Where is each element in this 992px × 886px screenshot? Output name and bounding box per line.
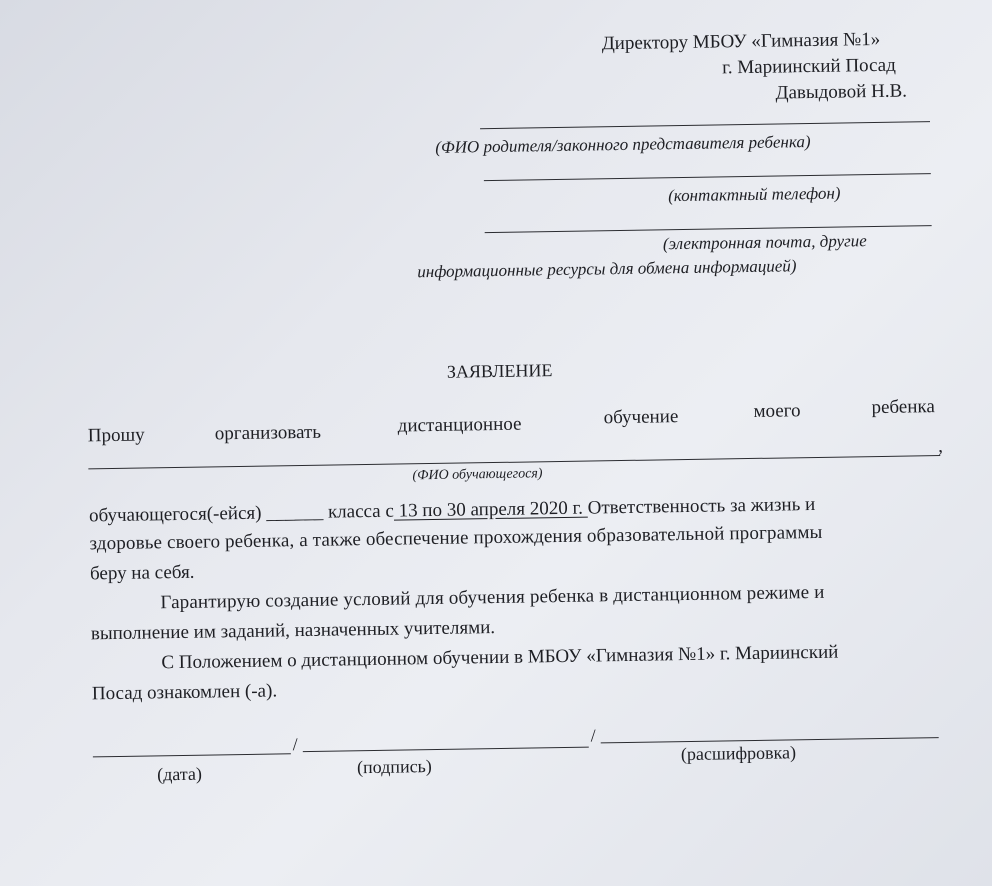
- request-word-1: Прошу: [87, 424, 145, 447]
- addressee-line-3: Давыдовой Н.В.: [775, 80, 908, 104]
- signature-line: [303, 747, 589, 752]
- responsibility-start: Ответственность за жизнь и: [587, 493, 816, 519]
- student-label: обучающегося(-ейся): [88, 502, 262, 527]
- request-word-4: обучение: [603, 406, 679, 429]
- class-label: класса с: [327, 500, 395, 523]
- date-line: [93, 753, 291, 757]
- parent-name-line: [480, 121, 930, 129]
- signature-label: (подпись): [356, 756, 432, 778]
- paragraph-1-line-2: здоровье своего ребенка, а также обеспечение прохождения образовательной программы: [89, 521, 823, 555]
- paragraph-3-line-2: Посад ознакомлен (-а).: [91, 680, 278, 705]
- request-word-2: организовать: [214, 421, 322, 445]
- phone-caption: (контактный телефон): [667, 183, 841, 206]
- separator-1: /: [292, 734, 298, 755]
- parent-name-caption: (ФИО родителя/законного представителя ребенка): [435, 132, 811, 157]
- addressee-line-2: г. Мариинский Посад: [721, 54, 896, 79]
- paragraph-3-line-1: С Положением о дистанционном обучении в МБОУ «Гимназия №1» г. Мариинский: [161, 641, 839, 674]
- request-word-6: ребенка: [871, 396, 935, 419]
- transcript-label: (расшифровка): [680, 742, 797, 765]
- phone-line: [484, 173, 931, 181]
- date-label: (дата): [157, 763, 203, 785]
- addressee-line-1: Директору МБОУ «Гимназия №1»: [601, 28, 881, 55]
- period-dates: 13 по 30 апреля 2020 г.: [393, 497, 588, 522]
- request-word-5: моего: [753, 400, 801, 422]
- paragraph-2-line-2: выполнение им заданий, назначенных учителями.: [90, 617, 496, 645]
- paragraph-1-line-1: [89, 495, 815, 525]
- request-word-3: дистанционное: [397, 413, 522, 437]
- separator-2: /: [590, 725, 596, 746]
- class-blank: ______: [266, 501, 324, 524]
- email-caption-line-1: (электронная почта, другие: [662, 231, 867, 254]
- student-name-caption: (ФИО обучающегося): [412, 466, 543, 484]
- paragraph-2-line-1: Гарантирую создание условий для обучения ребенка в дистанционном режиме и: [160, 581, 825, 614]
- paragraph-1-line-3: беру на себя.: [89, 561, 195, 585]
- document-title: ЗАЯВЛЕНИЕ: [446, 360, 553, 382]
- student-name-comma: ,: [937, 435, 944, 458]
- email-caption-line-2: информационные ресурсы для обмена информацией): [417, 256, 797, 282]
